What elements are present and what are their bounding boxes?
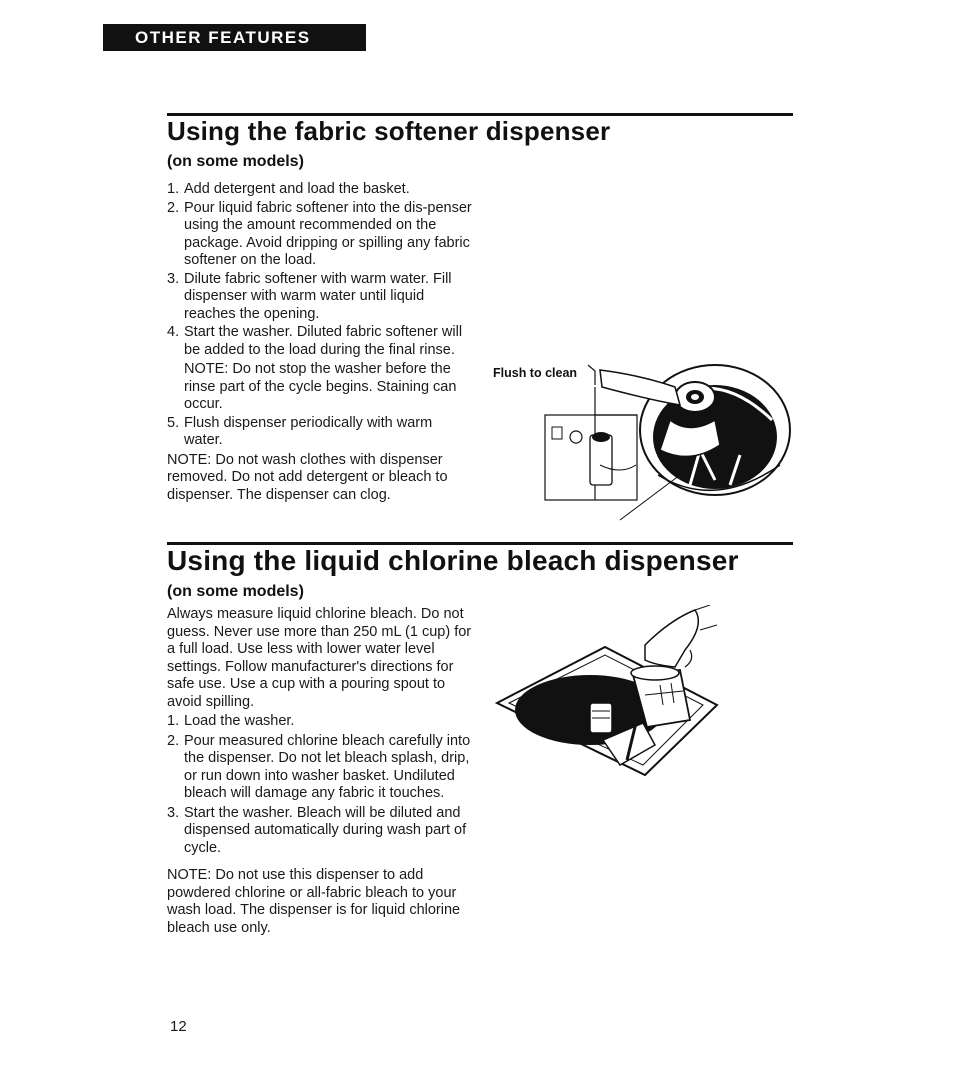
step-number: 2. — [167, 199, 180, 216]
step-text: Load the washer. — [184, 713, 295, 729]
step-text: Pour liquid fabric softener into the dis-penser using the amount recommended on the package. Avoid dripping or spilling any fabric softener on the load. — [184, 199, 472, 268]
step-item — [167, 200, 472, 270]
bleach-dispenser-illustration — [495, 605, 721, 780]
step-number: 2. — [167, 732, 180, 749]
note-label: NOTE: — [167, 867, 212, 883]
step-text: Start the washer. Bleach will be diluted and dispensed automatically during wash part of cycle. — [184, 804, 467, 856]
step-item — [167, 805, 472, 858]
step-item — [167, 324, 472, 414]
step-number: 1. — [167, 713, 180, 729]
step-number: 4. — [167, 324, 180, 340]
bleach-instructions — [167, 606, 472, 937]
softener-instructions — [167, 181, 472, 504]
step-text: Start the washer. Diluted fabric softener will be added to the load during the final rinse. — [184, 324, 463, 358]
step-text: Dilute fabric softener with warm water. Fill dispenser with warm water until liquid reaches the opening. — [184, 270, 452, 322]
figure-caption: Flush to clean — [493, 366, 578, 380]
note-text: Do not stop the washer before the rinse part of the cycle begins. Staining can occur. — [184, 361, 457, 412]
bleach-title: Using the liquid chlorine bleach dispenser — [167, 545, 739, 576]
step-item — [167, 271, 472, 324]
step-text: Add detergent and load the basket. — [184, 181, 410, 197]
bleach-subtitle: (on some models) — [167, 583, 304, 600]
step-item — [167, 733, 472, 803]
step-number: 1. — [167, 181, 180, 197]
softener-subtitle: (on some models) — [167, 153, 304, 170]
step-text: Pour measured chlorine bleach carefully into the dispenser. Do not let bleach splash, drip, or run down into washer basket. Undiluted bleach will damage any fabric it touches. — [184, 732, 471, 801]
bleach-note — [167, 867, 472, 937]
softener-note — [167, 452, 472, 505]
note-label: NOTE: — [184, 361, 229, 377]
fabric-softener-dispenser-illustration — [540, 325, 792, 525]
step-number: 3. — [167, 270, 180, 287]
step-note — [184, 361, 472, 414]
note-text: Do not use this dispenser to add powdered chlorine or all-fabric bleach to your wash load. The dispenser is for liquid chlorine bleach use only. — [167, 867, 461, 936]
softener-title: Using the fabric softener dispenser — [167, 116, 611, 146]
step-item — [167, 181, 472, 199]
section-tab: OTHER FEATURES — [103, 24, 366, 51]
step-item — [167, 713, 472, 731]
page-number: 12 — [170, 1018, 187, 1035]
note-text: Do not wash clothes with dispenser removed. Do not add detergent or bleach to dispenser. The dispenser can clog. — [167, 451, 448, 503]
step-number: 5. — [167, 414, 180, 431]
bleach-intro: Always measure liquid chlorine bleach. Do not guess. Never use more than 250 mL (1 cup) for a full load. Use less with lower water level settings. Follow manufacturer's directions for safe use. Use a cup with a pouring spout to avoid spilling. — [167, 606, 472, 710]
step-item — [167, 415, 472, 450]
note-label: NOTE: — [167, 451, 212, 468]
step-text: Flush dispenser periodically with warm water. — [184, 414, 433, 448]
step-number: 3. — [167, 804, 180, 821]
